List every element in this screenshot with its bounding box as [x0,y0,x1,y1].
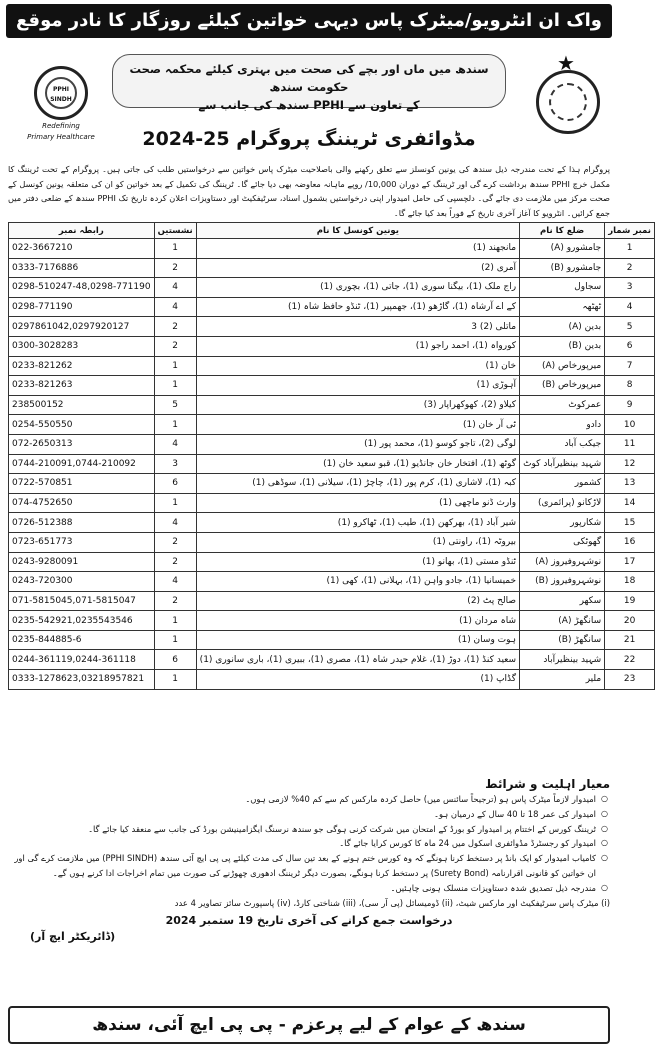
row-phone: 0298-510247-48,0298-771190 [9,278,155,298]
row-union-councils: مانجھند (1) [196,239,519,259]
row-phone: 074-4752650 [9,493,155,513]
row-seats: 1 [154,415,196,435]
row-seats: 1 [154,239,196,259]
row-sno: 18 [605,572,655,592]
row-sno: 9 [605,395,655,415]
table-row [9,415,655,435]
sponsor-banner [112,54,506,112]
row-phone: 0726-512388 [9,513,155,533]
row-union-councils: کے اے آرشاہ (1)، گاڑھو (1)، جھمپیر (1)، ٹنڈو حافظ شاہ (1) [196,297,519,317]
row-union-councils: شیر آباد (1)، بھرکھن (1)، طیب (1)، ٹھاکرو (1) [196,513,519,533]
table-body [9,239,655,690]
row-sno: 21 [605,630,655,650]
row-district: سانگھڑ (A) [520,611,605,631]
row-sno: 13 [605,474,655,494]
row-union-councils: بیروٹہ (1)، راونتی (1) [196,532,519,552]
row-union-councils: صالح پٹ (2) [196,591,519,611]
row-district: عمرکوٹ [520,395,605,415]
row-seats: 4 [154,434,196,454]
row-sno: 22 [605,650,655,670]
header-district: ضلع کا نام [520,223,605,239]
union-council-table [8,222,655,690]
eligibility-item: ○ مندرجہ ذیل تصدیق شدہ دستاویزات منسلک ہونی چاہئیں۔ [8,881,596,896]
row-phone: 0235-844885-6 [9,630,155,650]
row-union-councils: ٹنڈو مستی (1)، بھانو (1) [196,552,519,572]
row-phone: 0298-771190 [9,297,155,317]
star-icon: ★ [557,51,575,75]
eligibility-section [8,776,610,972]
row-district: بدین (B) [520,336,605,356]
row-seats: 4 [154,278,196,298]
row-seats: 1 [154,630,196,650]
row-district: شکارپور [520,513,605,533]
table-row [9,630,655,650]
row-sno: 14 [605,493,655,513]
table-row [9,258,655,278]
row-union-councils: آمری (2) [196,258,519,278]
row-phone: 022-3667210 [9,239,155,259]
row-district: کشمور [520,474,605,494]
row-district: جیکب آباد [520,434,605,454]
table-row [9,552,655,572]
row-sno: 10 [605,415,655,435]
row-phone: 0333-1278623,03218957821 [9,670,155,690]
row-phone: 072-2650313 [9,434,155,454]
signatory: (ڈائریکٹر ایچ آر) [30,930,116,944]
row-district: شہید بینظیرآباد کوٹ [520,454,605,474]
row-seats: 3 [154,454,196,474]
application-deadline: درخواست جمع کرانے کی آخری تاریخ 19 ستمبر 2024 [165,914,453,928]
row-sno: 5 [605,317,655,337]
eligibility-item: ○ کامیاب امیدوار کو ایک بانڈ پر دستخط کرنا ہونگے کہ وہ کورس ختم ہونے کے بعد تین سال کی مدت کیلئے پی پی ایچ آئی سندھ (PPHI SINDH) میں ملازمت کرے گی اور ان خواتین کو قانونی اقرارنامہ (Surety Bond) پر دستخط کرنا ہونگے، بصورت دیگر ٹریننگ ادھوری چھوڑنے کی صورت میں تمام اخراجات ادا کرنے ہوں گے۔ [8,851,596,881]
table-row [9,336,655,356]
eligibility-list [8,792,610,896]
program-title: مڈوائفری ٹریننگ پروگرام 25-2024 [142,128,476,150]
table-row [9,493,655,513]
pphi-tagline-1: Redefining [42,122,80,130]
header-union-council: یونین کونسل کا نام [196,223,519,239]
pphi-logo [18,66,104,150]
header-phone: رابطہ نمبر [9,223,155,239]
row-seats: 1 [154,493,196,513]
footer-slogan: سندھ کے عوام کے لیے پرعزم - پی پی ایچ آئی، سندھ [8,1006,610,1044]
eligibility-item: ○ ٹریننگ کورس کے اختتام پر امیدوار کو بورڈ کے امتحان میں شرکت کرنی ہوگی جو سندھ نرسنگ ایگزامینیشن بورڈ کی جانب سے منعقد کیا جائے گا۔ [8,822,596,837]
table-row [9,278,655,298]
table-row [9,395,655,415]
row-seats: 2 [154,317,196,337]
row-district: نوشہروفیروز (B) [520,572,605,592]
row-sno: 2 [605,258,655,278]
eligibility-item: ○ امیدوار لازماً میٹرک پاس ہو (ترجیحاً سائنس میں) حاصل کردہ مارکس کم سے کم 40% لازمی ہوں۔ [8,792,596,807]
row-union-councils: گڈاپ (1) [196,670,519,690]
row-phone: 0300-3028283 [9,336,155,356]
required-documents: (i) میٹرک پاس سرٹیفکیٹ اور مارکس شیٹ، (ii) ڈومیسائل (پی آر سی)، (iii) شناختی کارڈ، (iv) پاسپورٹ سائز تصاویر 4 عدد [174,897,610,908]
row-sno: 15 [605,513,655,533]
row-union-councils: کورواہ (1)، احمد راجو (1) [196,336,519,356]
row-union-councils: وارث ڈنو ماچھی (1) [196,493,519,513]
row-union-councils: ٹی آر خان (1) [196,415,519,435]
row-phone: 071-5815045,071-5815047 [9,591,155,611]
row-union-councils: ہوت وسان (1) [196,630,519,650]
row-seats: 4 [154,513,196,533]
table-row [9,297,655,317]
header-sno: نمبر شمار [605,223,655,239]
row-seats: 2 [154,336,196,356]
eligibility-item: ○ امیدوار کو رجسٹرڈ مڈوائفری اسکول میں 24 ماہ کا کورس کرایا جائے گا۔ [8,836,596,851]
row-seats: 5 [154,395,196,415]
row-seats: 1 [154,611,196,631]
table-row [9,572,655,592]
row-union-councils: شاہ مردان (1) [196,611,519,631]
row-seats: 4 [154,297,196,317]
table-row [9,376,655,396]
row-seats: 1 [154,376,196,396]
row-union-councils: خمیسانیا (1)، جادو واہن (1)، بہلانی (1)، کھی (1) [196,572,519,592]
row-sno: 23 [605,670,655,690]
row-district: سانگھڑ (B) [520,630,605,650]
row-sno: 6 [605,336,655,356]
row-district: ملیر [520,670,605,690]
row-district: گھوٹکی [520,532,605,552]
sponsor-line-2: کے تعاون سے PPHI سندھ کی جانب سے [198,98,420,112]
row-district: بدین (A) [520,317,605,337]
row-sno: 12 [605,454,655,474]
table-row [9,532,655,552]
row-seats: 2 [154,532,196,552]
row-phone: 0233-821263 [9,376,155,396]
row-district: نوشہروفیروز (A) [520,552,605,572]
row-seats: 6 [154,650,196,670]
table-row [9,239,655,259]
table-row [9,611,655,631]
row-phone: 0722-570851 [9,474,155,494]
eligibility-item: ○ امیدوار کی عمر 18 تا 40 سال کے درمیان ہو۔ [8,807,596,822]
row-phone: 0297861042,0297920127 [9,317,155,337]
row-phone: 0723-651773 [9,532,155,552]
table-row [9,513,655,533]
row-seats: 1 [154,356,196,376]
sponsor-line-1: سندھ میں ماں اور بچے کی صحت میں بہتری کیلئے محکمہ صحت حکومت سندھ [129,62,489,94]
row-seats: 4 [154,572,196,592]
sindh-government-seal [532,51,604,150]
row-sno: 3 [605,278,655,298]
row-sno: 17 [605,552,655,572]
row-phone: 0744-210091,0744-210092 [9,454,155,474]
row-union-councils: گوٹھ (1)، افتخار خان جانڈیو (1)، قبو سعید خان (1) [196,454,519,474]
table-row [9,356,655,376]
row-phone: 0333-7176886 [9,258,155,278]
pphi-logo-icon [34,66,88,120]
table-row [9,434,655,454]
pphi-logo-text: PPHI SINDH [45,77,77,109]
table-row [9,670,655,690]
headline-banner: واک ان انٹرویو/میٹرک پاس دیہی خواتین کیلئے روزگار کا نادر موقع [6,4,612,38]
row-phone: 0233-821262 [9,356,155,376]
row-seats: 1 [154,670,196,690]
header-section [0,40,618,160]
intro-paragraph: پروگرام ہذا کے تحت مندرجہ ذیل سندھ کی یونین کونسلز سے تعلق رکھنے والی باصلاحیت میٹرک پاس خواتین سے درخواستیں طلب کی جاتی ہیں۔ پروگرام کے تحت ٹریننگ کا مکمل خرچ PPHI سندھ برداشت کرے گی اور ٹریننگ کے دوران 10,000/ روپے ماہانہ معاوضہ بھی دیا جائے گا۔ ٹریننگ کی تکمیل کے بعد خواتین کو ان کی متعلقہ یونین کونسل کے صحت مرکز میں ملازمت دی جائے گی۔ دلچسپی کی حامل امیدوار اپنی درخواستیں بشمول اسناد، سرٹیفکیٹ اور دستاویزات اعلان کردہ تاریخ تک PPHI سندھ کے ضلعی دفتر میں جمع کرائیں۔ انٹرویو کا آغاز آخری تاریخ کے فوراً بعد کیا جائے گا۔ [8,164,610,218]
row-union-councils: آہوڑی (1) [196,376,519,396]
row-district: میرپورخاص (A) [520,356,605,376]
row-union-councils: راج ملک (1)، بیگنا سوری (1)، جاتی (1)، بچوری (1) [196,278,519,298]
row-district: دادو [520,415,605,435]
table-row [9,474,655,494]
row-district: لاڑکانو (پرائمری) [520,493,605,513]
table-row [9,454,655,474]
row-seats: 2 [154,258,196,278]
row-sno: 19 [605,591,655,611]
table-header-row [9,223,655,239]
row-sno: 11 [605,434,655,454]
row-phone: 0244-361119,0244-361118 [9,650,155,670]
row-union-councils: لوگی (2)، تاجو کوسو (1)، محمد پور (1) [196,434,519,454]
row-district: شہید بینظیرآباد [520,650,605,670]
row-union-councils: خان (1) [196,356,519,376]
header-seats: نشستیں [154,223,196,239]
row-seats: 6 [154,474,196,494]
table-row [9,591,655,611]
eligibility-heading: معیار اہلیت و شرائط [485,777,610,791]
row-seats: 2 [154,552,196,572]
row-district: میرپورخاص (B) [520,376,605,396]
pphi-tagline-2: Primary Healthcare [27,133,95,141]
row-sno: 1 [605,239,655,259]
row-union-councils: کبہ (1)، لاشاری (1)، کرم پور (1)، چاچڑ (1)، سیلانی (1)، سوڈھی (1) [196,474,519,494]
row-phone: 0254-550550 [9,415,155,435]
table-row [9,317,655,337]
row-district: ٹھٹھہ [520,297,605,317]
seal-core [549,83,587,121]
row-union-councils: کیلاو (2)، کھوکھراپار (3) [196,395,519,415]
row-seats: 2 [154,591,196,611]
row-district: سجاول [520,278,605,298]
row-union-councils: سعید کنڈ (1)، دوڑ (1)، غلام حیدر شاہ (1)، مصری (1)، ببیری (1)، باری سانوری (1) [196,650,519,670]
table-row [9,650,655,670]
row-district: جامشورو (B) [520,258,605,278]
row-sno: 16 [605,532,655,552]
row-phone: 238500152 [9,395,155,415]
row-phone: 0235-542921,0235543546 [9,611,155,631]
row-phone: 0243-720300 [9,572,155,592]
row-union-councils: ماتلی (2) 3 [196,317,519,337]
row-sno: 7 [605,356,655,376]
row-sno: 20 [605,611,655,631]
row-district: جامشورو (A) [520,239,605,259]
row-phone: 0243-9280091 [9,552,155,572]
row-district: سکھر [520,591,605,611]
row-sno: 4 [605,297,655,317]
row-sno: 8 [605,376,655,396]
seal-icon [536,51,600,134]
